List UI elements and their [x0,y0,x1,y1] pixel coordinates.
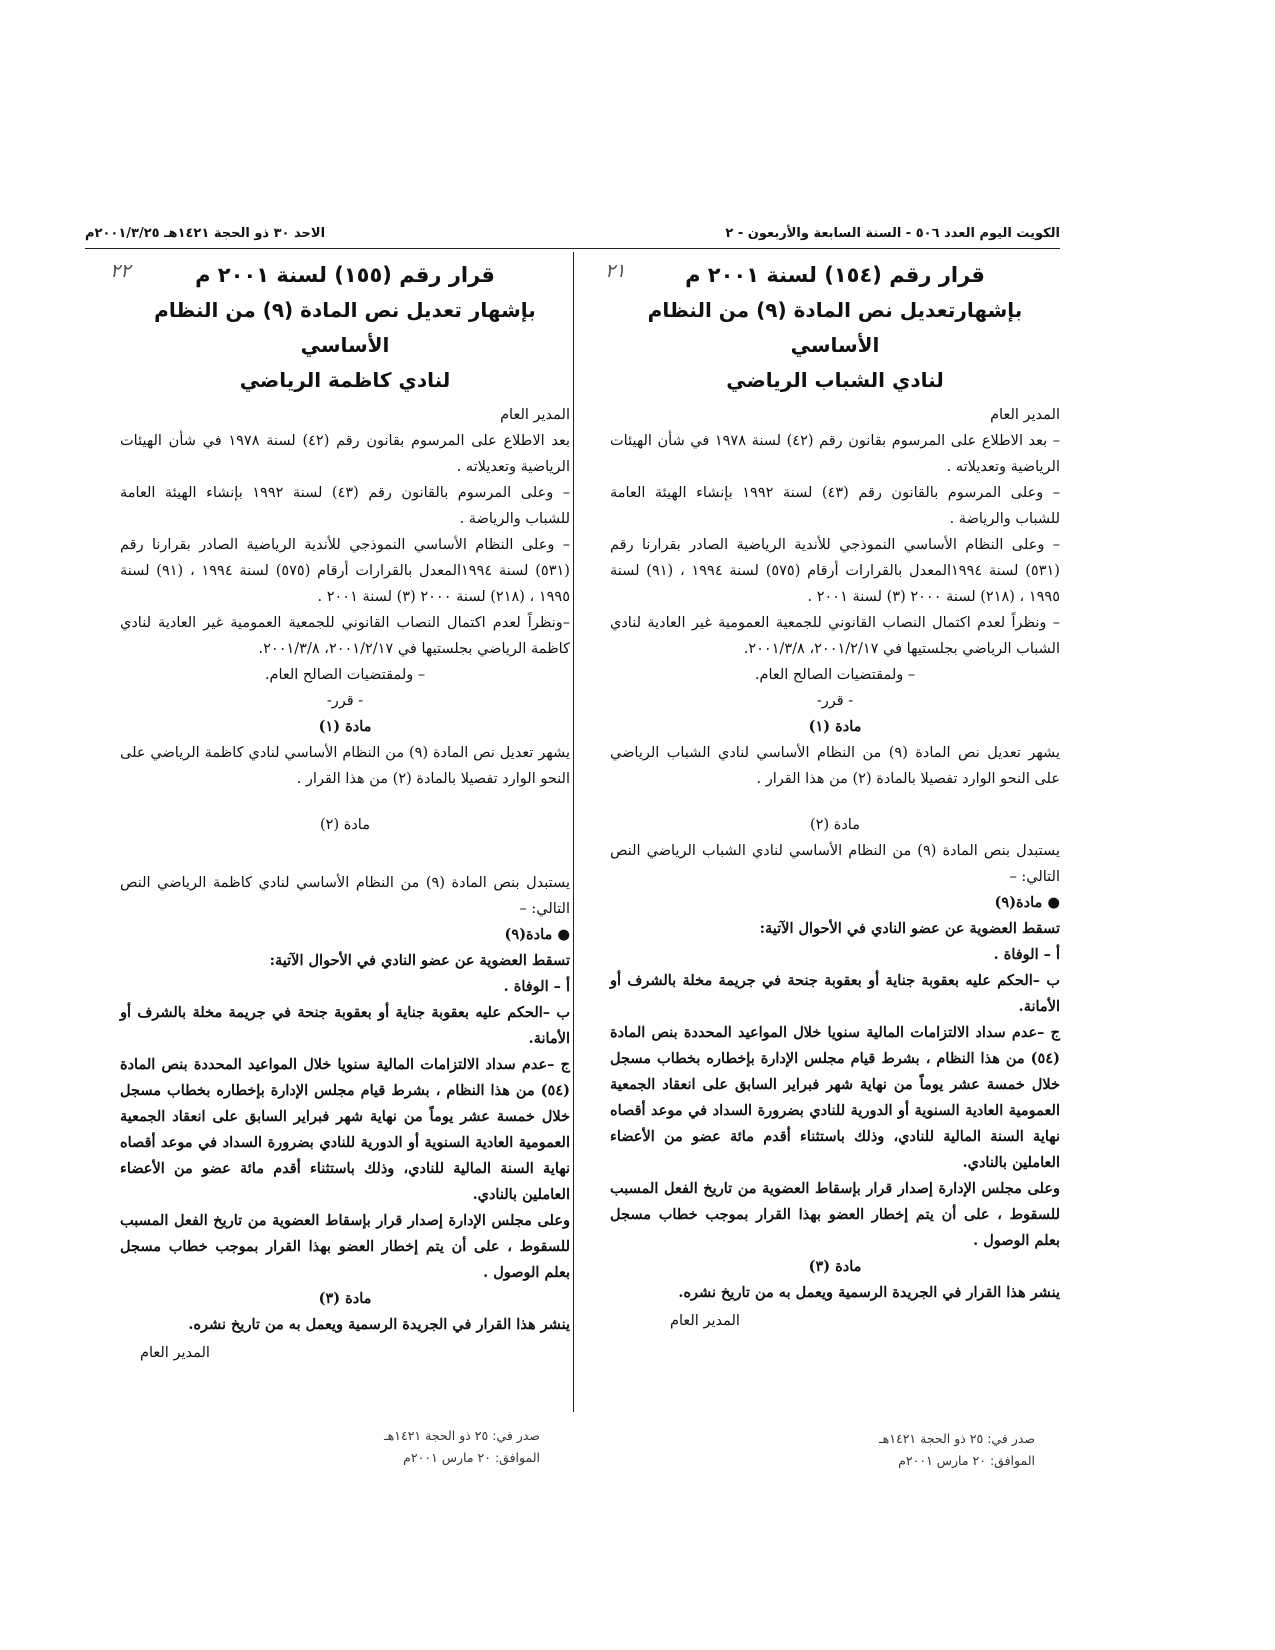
corresponding-date: الموافق: ٢٠ مارس ٢٠٠١م [898,1453,1035,1468]
article-9-clause: وعلى مجلس الإدارة إصدار قرار بإسقاط العضوية من تاريخ الفعل المسبب للسقوط ، على أن يتم إخطار العضو بهذا القرار بموجب خطاب مسجل بعلم الوصول . [610,1180,1060,1249]
article-heading: مادة (٣) [318,1290,372,1307]
recital: – ونظراً لعدم اكتمال النصاب القانوني للجمعية العمومية غير العادية لنادي الشباب الرياضي بجلستيها في ٢٠٠١/٢/١٧، ٢٠٠١/٣/٨. [610,615,1060,657]
decree-sender: المدير العام [500,407,570,423]
recital: – ولمقتضيات الصالح العام. [754,667,916,683]
recital: – ولمقتضيات الصالح العام. [264,667,426,683]
article-9-clause: أ – الوفاة . [993,946,1060,963]
header-issue-info: الكويت اليوم العدد ٥٠٦ - السنة السابعة والأربعون - ٢ [725,226,1060,241]
article-heading: مادة (١) [808,718,862,735]
article-heading: مادة (٣) [808,1258,862,1275]
decides-label: - قرر- [326,693,364,709]
recital: – وعلى المرسوم بالقانون رقم (٤٣) لسنة ١٩٩٢ بإنشاء الهيئة العامة للشباب والرياضة . [610,485,1060,527]
article-9-intro: تسقط العضوية عن عضو النادي في الأحوال الآتية: [269,952,570,969]
article-text: يستبدل بنص المادة (٩) من النظام الأساسي لنادي الشباب الرياضي النص التالي: – [610,843,1060,885]
decree-club-name: لنادي كاظمة الرياضي [239,368,451,392]
article-9-label: ● مادة(٩) [120,922,570,948]
article-heading: مادة (٢) [810,817,860,833]
decree-signature: المدير العام [140,1345,210,1361]
decree-title: قرار رقم (١٥٤) لسنة ٢٠٠١ م [685,263,985,287]
column-divider [573,252,574,1412]
decree-club-name: لنادي الشباب الرياضي [726,368,944,392]
article-text: ينشر هذا القرار في الجريدة الرسمية ويعمل به من تاريخ نشره. [188,1316,570,1333]
recital: –ونظراً لعدم اكتمال النصاب القانوني للجمعية العمومية غير العادية لنادي كاظمة الرياضي بجلستيها في ٢٠٠١/٢/١٧، ٢٠٠١/٣/٨. [120,615,570,657]
decree-subtitle: بإشهار تعديل نص المادة (٩) من النظام الأساسي [154,298,536,357]
recital: – وعلى النظام الأساسي النموذجي للأندية الرياضية الصادر بقرارنا رقم (٥٣١) لسنة ١٩٩٤المعدل بالقرارات أرقام (٥٧٥) لسنة ١٩٩٤ ، (٩١) لسنة ١٩٩٥ ، (٢١٨) لسنة ٢٠٠٠ (٣) لسنة ٢٠٠١ . [120,537,570,605]
handwritten-number: ٢١ [605,260,626,282]
article-text: ينشر هذا القرار في الجريدة الرسمية ويعمل به من تاريخ نشره. [678,1284,1060,1301]
corresponding-date: الموافق: ٢٠ مارس ٢٠٠١م [403,1450,540,1465]
header-date: الاحد ٣٠ ذو الحجة ١٤٢١هـ ٢٠٠١/٣/٢٥م [85,226,326,241]
decree-154-issued [879,1428,1035,1472]
decree-155-issued [384,1425,540,1469]
recital: – وعلى النظام الأساسي النموذجي للأندية الرياضية الصادر بقرارنا رقم (٥٣١) لسنة ١٩٩٤المعدل بالقرارات أرقام (٥٧٥) لسنة ١٩٩٤ ، (٩١) لسنة ١٩٩٥ ، (٢١٨) لسنة ٢٠٠٠ (٣) لسنة ٢٠٠١ . [610,537,1060,605]
page-header [85,222,1060,249]
recital: بعد الاطلاع على المرسوم بقانون رقم (٤٢) لسنة ١٩٧٨ في شأن الهيئات الرياضية وتعديلاته . [120,433,570,475]
decree-signature: المدير العام [670,1313,740,1329]
handwritten-number: ٢٢ [110,260,131,282]
recital: – وعلى المرسوم بالقانون رقم (٤٣) لسنة ١٩٩٢ بإنشاء الهيئة العامة للشباب والرياضة . [120,485,570,527]
decree-sender: المدير العام [990,407,1060,423]
article-9-label: ● مادة(٩) [610,890,1060,916]
article-9-clause: وعلى مجلس الإدارة إصدار قرار بإسقاط العضوية من تاريخ الفعل المسبب للسقوط ، على أن يتم إخطار العضو بهذا القرار بموجب خطاب مسجل بعلم الوصول . [120,1212,570,1281]
issued-date: صدر في: ٢٥ ذو الحجة ١٤٢١هـ [384,1428,540,1443]
article-9-clause: ج –عدم سداد الالتزامات المالية سنويا خلال المواعيد المحددة بنص المادة (٥٤) من هذا النظام ، بشرط قيام مجلس الإدارة بإخطاره بخطاب مسجل خلال خمسة عشر يوماً من نهاية شهر فبراير السابق على انعقاد الجمعية العمومية العادية السنوية أو الدورية للنادي بضرورة السداد في موعد أقصاه نهاية السنة المالية للنادي، وذلك باستثناء أقدم مائة عضو من الأعضاء العاملين بالنادي. [120,1056,570,1203]
article-heading: مادة (٢) [320,817,370,833]
decides-label: - قرر- [816,693,854,709]
decree-title: قرار رقم (١٥٥) لسنة ٢٠٠١ م [195,263,495,287]
article-heading: مادة (١) [318,718,372,735]
decree-subtitle: بإشهارتعديل نص المادة (٩) من النظام الأساسي [647,298,1023,357]
article-9-intro: تسقط العضوية عن عضو النادي في الأحوال الآتية: [759,920,1060,937]
decree-154-column [605,258,1060,1334]
article-text: يشهر تعديل نص المادة (٩) من النظام الأساسي لنادي كاظمة الرياضي على النحو الوارد تفصيلا بالمادة (٢) من هذا القرار . [120,745,570,787]
issued-date: صدر في: ٢٥ ذو الحجة ١٤٢١هـ [879,1431,1035,1446]
decree-155-column [110,258,570,1366]
article-text: يستبدل بنص المادة (٩) من النظام الأساسي لنادي كاظمة الرياضي النص التالي: – [120,875,570,917]
article-text: يشهر تعديل نص المادة (٩) من النظام الأساسي لنادي الشباب الرياضي على النحو الوارد تفصيلا بالمادة (٢) من هذا القرار . [610,745,1060,787]
recital: – بعد الاطلاع على المرسوم بقانون رقم (٤٢) لسنة ١٩٧٨ في شأن الهيئات الرياضية وتعديلاته . [610,433,1060,475]
article-9-clause: ب –الحكم عليه بعقوبة جناية أو بعقوبة جنحة في جريمة مخلة بالشرف أو الأمانة. [120,1004,570,1047]
article-9-clause: ب –الحكم عليه بعقوبة جناية أو بعقوبة جنحة في جريمة مخلة بالشرف أو الأمانة. [610,972,1060,1015]
article-9-clause: ج –عدم سداد الالتزامات المالية سنويا خلال المواعيد المحددة بنص المادة (٥٤) من هذا النظام ، بشرط قيام مجلس الإدارة بإخطاره بخطاب مسجل خلال خمسة عشر يوماً من نهاية شهر فبراير السابق على انعقاد الجمعية العمومية العادية السنوية أو الدورية للنادي بضرورة السداد في موعد أقصاه نهاية السنة المالية للنادي، وذلك باستثناء أقدم مائة عضو من الأعضاء العاملين بالنادي. [610,1024,1060,1171]
article-9-clause: أ – الوفاة . [503,978,570,995]
